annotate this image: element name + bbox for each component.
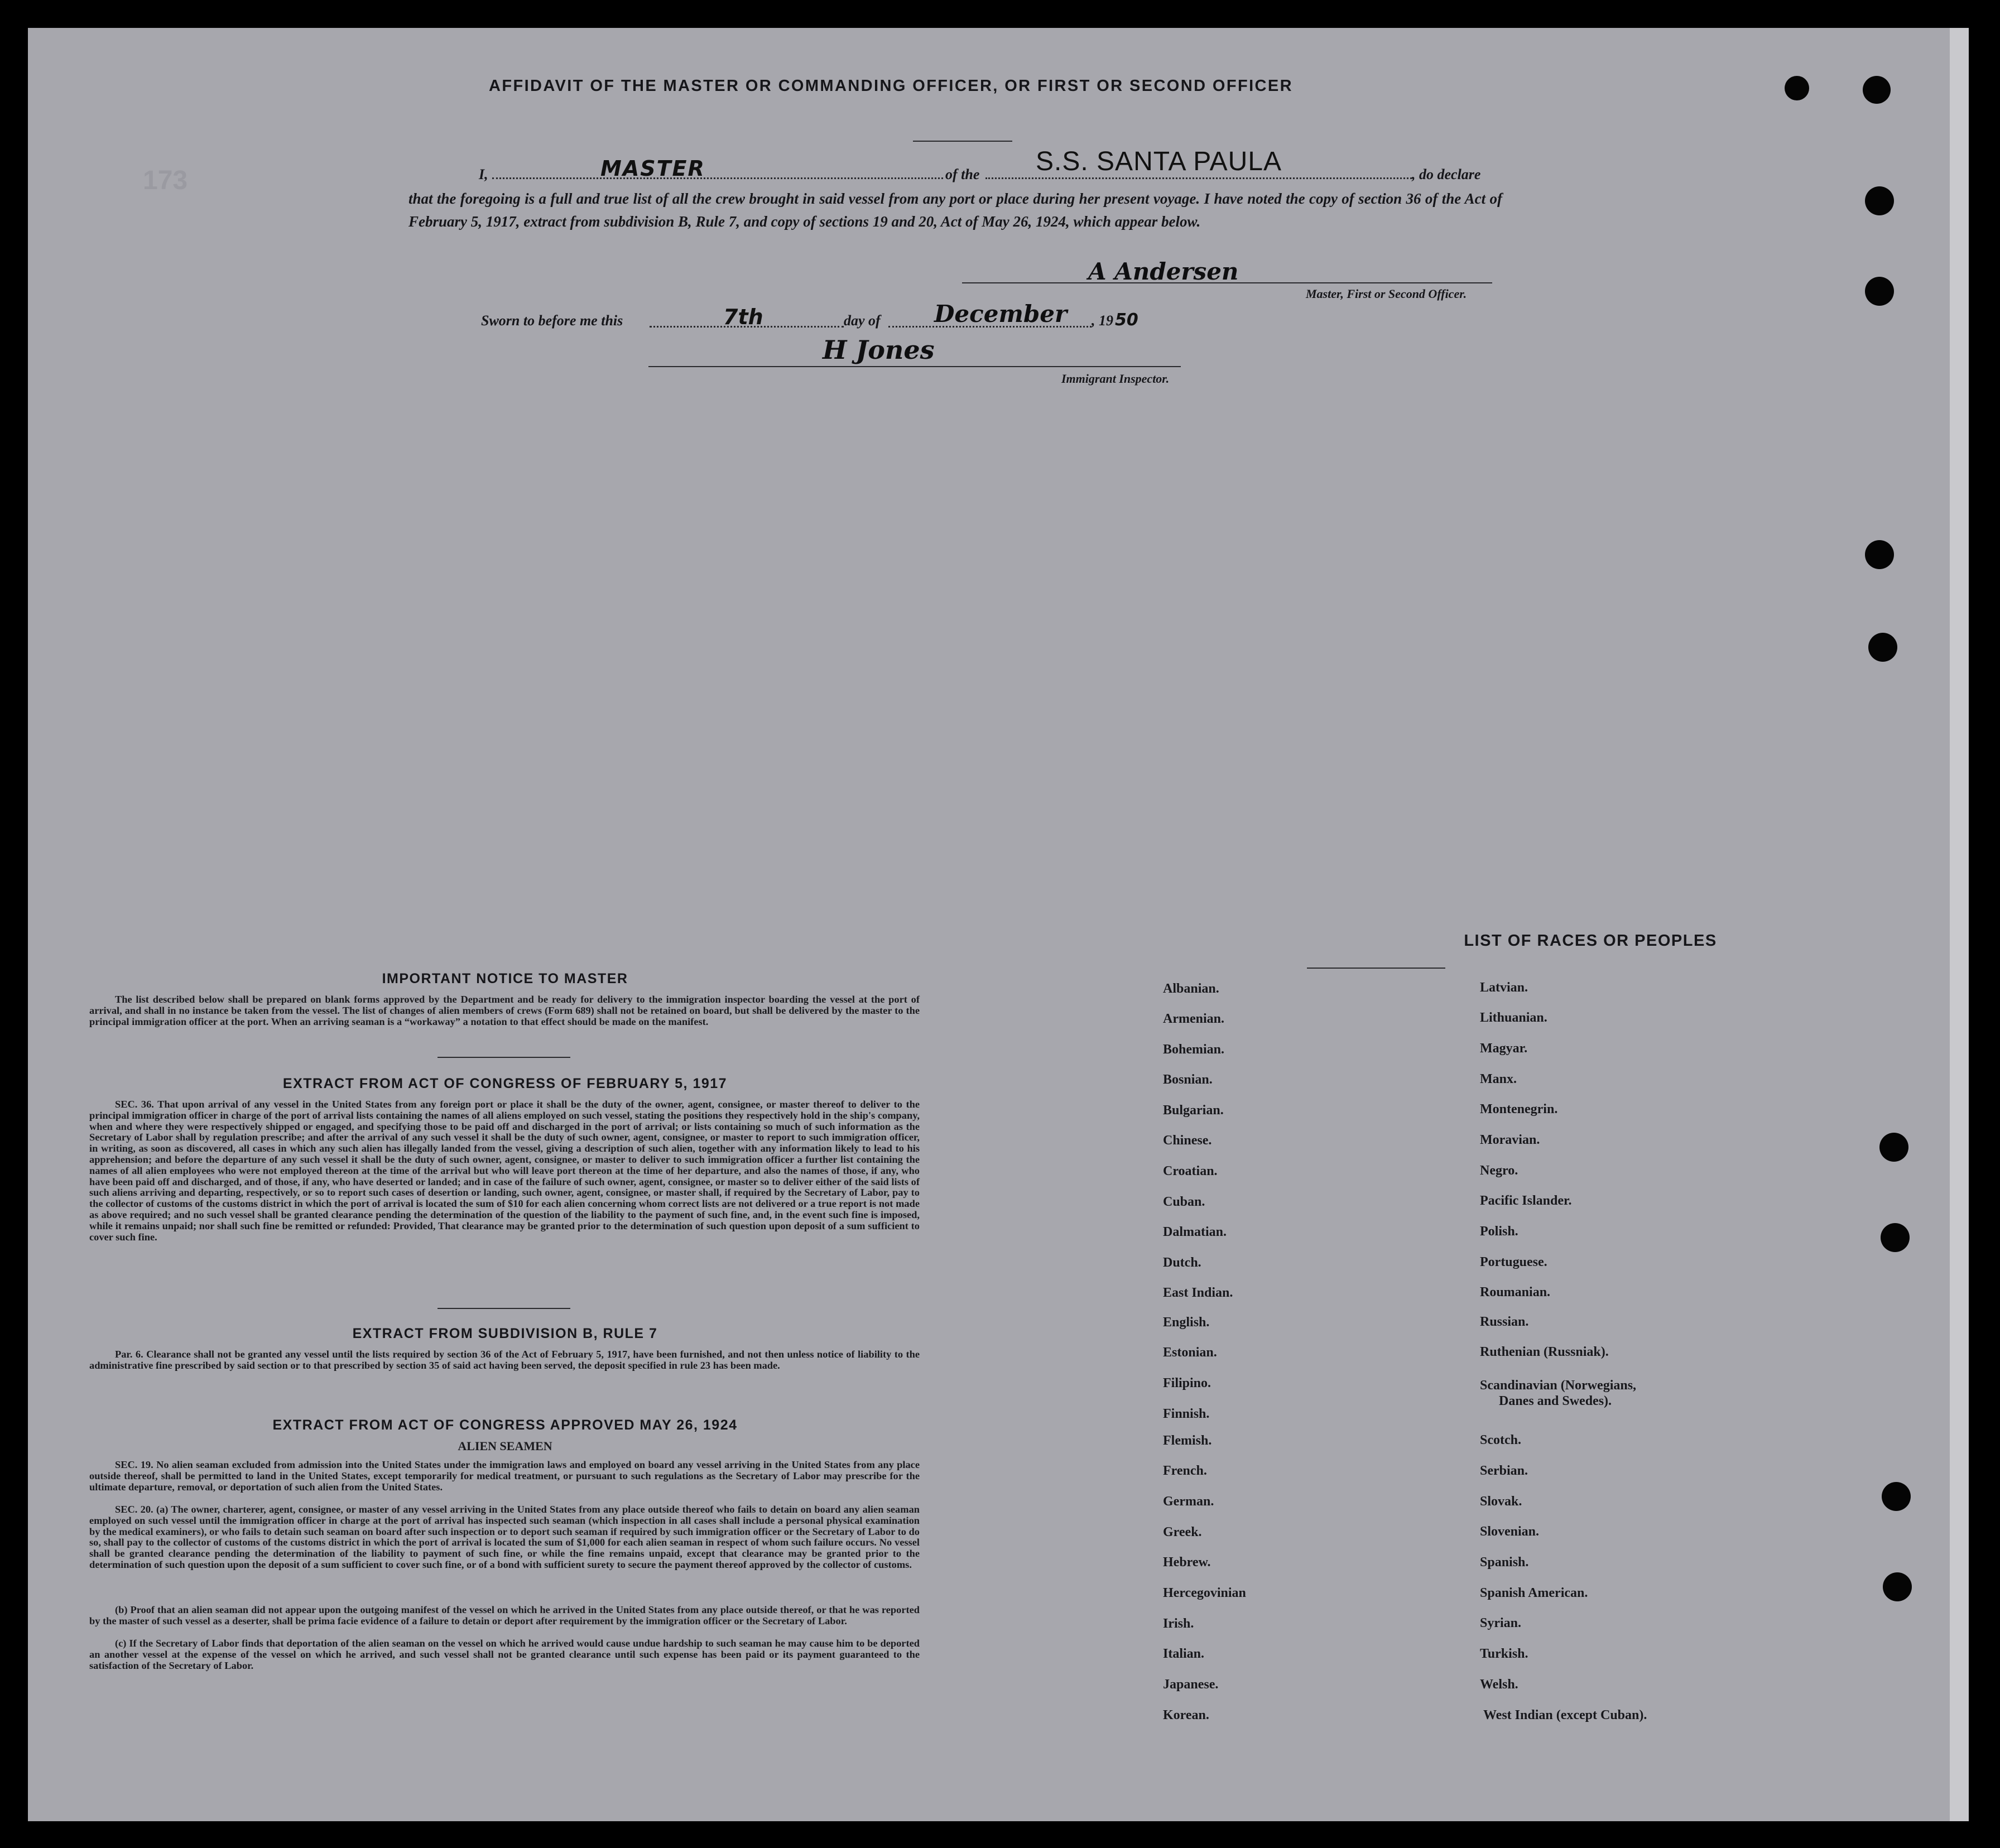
sworn-label: Sworn to before me this xyxy=(481,312,623,329)
extract-1917-text: SEC. 36. That upon arrival of any vessel in the United States from any foreign port or place it shall be the duty of the owner, agent, consignee, or master thereof to deliver to the principal immigration officer in charge of the port of arrival lists containing the names of all aliens employed on such vessel, stating the positions they respectively hold in the ship's company, when and where they were respectively shipped or engaged, and specifying those to be paid off and discharged in the port of arrival; or lists containing so much of such information as the Secretary of Labor shall by regulation prescribe; and after the arrival of any such vessel it shall be the duty of such owner, agent, consignee, or master to report to such immigration officer, in writing, as soon as discovered, all cases in which any such alien has illegally landed from the vessel, giving a description of such alien, together with any information likely to lead to his apprehension; and before the departure of any such vessel it shall be the duty of such owner, agent, consignee, or master to deliver to such immigration officer a further list containing the names of all alien employees who were not employed thereon at the time of the arrival but who will leave port thereon at the time of her departure, and also the names of those, if any, who have been paid off and discharged, and of those, if any, who have deserted or landed; and in case of the failure of such owner, agent, consignee, or master so to deliver either of the said lists of such aliens arriving and departing, respectively, or so to report such cases of desertion or landing, such owner, agent, consignee, or master shall, if required by the Secretary of Labor, pay to the collector of customs of the customs district in which the port of arrival is located the sum of $10 for each alien concerning whom correct lists are not delivered or a true report is not made as above required; and no such vessel shall be granted clearance pending the determination of the question of the liability to the payment of such fine, and, in the event such fine is imposed, while it remains unpaid; nor shall such fine be remitted or refunded: Provided, That clearance may be granted prior to the determination of such question upon deposit of a sum sufficient to cover such fine. xyxy=(89,1099,920,1243)
punch-hole xyxy=(1865,186,1894,215)
punch-hole xyxy=(1882,1482,1911,1511)
punch-hole xyxy=(1863,76,1891,104)
punch-hole xyxy=(1868,633,1897,662)
race-item: Greek. xyxy=(1163,1525,1202,1539)
extract-1917-title: EXTRACT FROM ACT OF CONGRESS OF FEBRUARY 5, 1917 xyxy=(282,1076,728,1091)
do-declare-label: , do declare xyxy=(1412,166,1481,182)
race-item: Italian. xyxy=(1163,1647,1205,1661)
race-item: Manx. xyxy=(1480,1072,1517,1086)
inspector-signature: H Jones xyxy=(823,335,935,365)
page-edge xyxy=(1950,28,1969,1821)
race-item: Armenian. xyxy=(1163,1012,1224,1026)
race-item: German. xyxy=(1163,1494,1214,1509)
race-item: Serbian. xyxy=(1480,1464,1528,1478)
race-item: Spanish. xyxy=(1480,1555,1529,1570)
race-item: Ruthenian (Russniak). xyxy=(1480,1345,1609,1359)
race-item: Russian. xyxy=(1480,1315,1529,1329)
race-item: Cuban. xyxy=(1163,1195,1205,1209)
race-item: Moravian. xyxy=(1480,1133,1540,1147)
inspector-caption: Immigrant Inspector. xyxy=(1061,372,1170,386)
notice-text: The list described below shall be prepared on blank forms approved by the Department and be ready for delivery to the immigration inspector boarding the vessel at the port of arrival, and shall in no instance be taken from the vessel. The list of changes of alien members of crews (Form 689) shall not be retained on board, but shall be delivered by the master to the principal immigration officer at the port. When an arriving seaman is a “workaway” a notation to that effect should be made on the manifest. xyxy=(89,994,920,1027)
race-item: Hebrew. xyxy=(1163,1555,1211,1570)
race-item: Polish. xyxy=(1480,1224,1518,1239)
extract-rule7-text: Par. 6. Clearance shall not be granted any vessel until the lists required by section 36 of the Act of February 5, 1917, have been furnished, and not then unless notice of liability to the administrative fine prescribed by said section or to that prescribed by section 35 of said act having been served, the deposit specified in rule 23 has been made. xyxy=(89,1349,920,1371)
notice-title: IMPORTANT NOTICE TO MASTER xyxy=(382,971,628,986)
race-item: East Indian. xyxy=(1163,1286,1233,1300)
extract-1924-sec19: SEC. 19. No alien seaman excluded from admission into the United States under the immigration laws and employed on board any vessel arriving in the United States from any place outside thereof, shall be permitted to land in the United States, except temporarily for medical treatment, or pursuant to such regulations as the Secretary of Labor may prescribe for the ultimate departure, removal, or deportation of such alien from the United States. xyxy=(89,1459,920,1493)
race-item: Dutch. xyxy=(1163,1255,1201,1270)
race-item: Dalmatian. xyxy=(1163,1225,1227,1239)
race-item: Flemish. xyxy=(1163,1433,1212,1448)
race-item: Albanian. xyxy=(1163,981,1219,996)
race-item: Negro. xyxy=(1480,1163,1518,1178)
race-item: Spanish American. xyxy=(1480,1586,1588,1600)
race-item: Hercegovinian xyxy=(1163,1586,1246,1600)
race-item: Slovak. xyxy=(1480,1494,1522,1509)
i-label: I, xyxy=(479,166,488,182)
race-item: French. xyxy=(1163,1464,1207,1478)
margin-page-number: 173 xyxy=(143,166,188,195)
sworn-year-suffix: 50 xyxy=(1115,310,1138,330)
extract-rule7-title: EXTRACT FROM SUBDIVISION B, RULE 7 xyxy=(352,1326,658,1341)
race-item: Bohemian. xyxy=(1163,1042,1225,1057)
extract-1924-sec20a: SEC. 20. (a) The owner, charterer, agent, consignee, or master of any vessel arriving in the United States from any place outside thereof who fails to detain on board any alien seaman employed on such vessel until the immigration officer in charge at the port of arrival has inspected such seaman (which inspection in all cases shall include a personal physical examination by the medical examiners), or who fails to detain such seaman on board after such inspection or to deport such seaman if required by such immigration officer or the Secretary of Labor to do so, shall pay to the collector of customs of the customs district in which the port of arrival is located the sum of $1,000 for each alien seaman in respect of whom such failure occurs. No vessel shall be granted clearance pending the determination of the liability to payment of such fine, or while the fine remains unpaid, except that clearance may be granted prior to the determination of such question upon the deposit of a sum sufficient to cover such fine, or of a bond with sufficient surety to secure the payment thereof approved by the collector of customs. xyxy=(89,1504,920,1570)
race-item: English. xyxy=(1163,1315,1210,1330)
divider xyxy=(438,1057,570,1058)
punch-hole xyxy=(1785,76,1809,100)
inspector-signature-line xyxy=(648,366,1181,367)
of-the-label: of the xyxy=(945,166,980,182)
affidavit-title: AFFIDAVIT OF THE MASTER OR COMMANDING OFFICER, OR FIRST OR SECOND OFFICER xyxy=(489,77,1293,95)
race-item: Croatian. xyxy=(1163,1164,1218,1178)
race-item: Pacific Islander. xyxy=(1480,1194,1572,1208)
race-item: Danes and Swedes). xyxy=(1499,1394,1612,1408)
vessel-name: S.S. SANTA PAULA xyxy=(1036,147,1282,176)
race-item: Filipino. xyxy=(1163,1376,1211,1390)
day-of-label: day of xyxy=(844,312,881,329)
master-signature: A Andersen xyxy=(1088,258,1239,285)
vessel-name-line xyxy=(985,177,1412,179)
race-item: Slovenian. xyxy=(1480,1524,1540,1539)
officer-name: MASTER xyxy=(600,156,705,181)
race-item: Roumanian. xyxy=(1480,1285,1551,1300)
race-item: Japanese. xyxy=(1163,1677,1219,1692)
race-item: Montenegrin. xyxy=(1480,1102,1558,1116)
race-item: Lithuanian. xyxy=(1480,1010,1547,1025)
divider xyxy=(913,141,1012,142)
officer-name-line xyxy=(492,177,943,179)
sworn-month: December xyxy=(934,300,1068,328)
master-caption: Master, First or Second Officer. xyxy=(1306,287,1467,301)
punch-hole xyxy=(1881,1223,1910,1252)
divider xyxy=(438,1308,570,1309)
race-item: Scandinavian (Norwegians, xyxy=(1480,1378,1637,1393)
race-item: West Indian (except Cuban). xyxy=(1483,1708,1647,1722)
race-item: Portuguese. xyxy=(1480,1255,1547,1269)
race-item: Bulgarian. xyxy=(1163,1103,1224,1118)
race-item: Magyar. xyxy=(1480,1041,1528,1056)
race-item: Chinese. xyxy=(1163,1133,1212,1148)
race-item: Turkish. xyxy=(1480,1647,1528,1661)
sworn-year-prefix: , 19 xyxy=(1092,312,1113,329)
extract-1924-sec20b: (b) Proof that an alien seaman did not appear upon the outgoing manifest of the vessel on which he arrived in the United States from any place outside thereof, or that he was reported by the master of such vessel as a deserter, shall be prima facie evidence of a failure to detain or deport after requirement by the immigration officer or the Secretary of Labor. xyxy=(89,1604,920,1626)
declaration-text: that the foregoing is a full and true list of all the crew brought in said vessel from any port or place during her present voyage. I have noted the copy of section 36 of the Act of February 5, 1917, extract from subdivision B, Rule 7, and copy of sections 19 and 20, Act of May 26, 1924, which appear below. xyxy=(408,190,1502,230)
race-item: Welsh. xyxy=(1480,1677,1518,1692)
race-item: Irish. xyxy=(1163,1616,1194,1631)
race-item: Bosnian. xyxy=(1163,1072,1213,1087)
race-item: Syrian. xyxy=(1480,1616,1522,1630)
race-item: Finnish. xyxy=(1163,1407,1210,1421)
divider xyxy=(1307,968,1445,969)
sworn-day: 7th xyxy=(723,305,763,329)
extract-1924-sec20c: (c) If the Secretary of Labor finds that deportation of the alien seaman on the vessel on which he arrived would cause undue hardship to such seaman he may cause him to be deported an another vessel at the expense of the vessel on which he arrived, and such vessel shall not be granted clearance until such expense has been paid or its payment guaranteed to the satisfaction of the Secretary of Labor. xyxy=(89,1638,920,1671)
extract-1924-subtitle: ALIEN SEAMEN xyxy=(458,1439,552,1453)
race-item: Latvian. xyxy=(1480,980,1528,995)
race-item: Estonian. xyxy=(1163,1345,1217,1360)
extract-1924-title: EXTRACT FROM ACT OF CONGRESS APPROVED MAY 26, 1924 xyxy=(272,1417,738,1433)
punch-hole xyxy=(1883,1572,1912,1601)
race-item: Scotch. xyxy=(1480,1433,1521,1447)
punch-hole xyxy=(1865,277,1894,306)
punch-hole xyxy=(1879,1133,1908,1162)
race-item: Korean. xyxy=(1163,1708,1209,1722)
punch-hole xyxy=(1865,540,1894,569)
races-title: LIST OF RACES OR PEOPLES xyxy=(1464,932,1717,950)
